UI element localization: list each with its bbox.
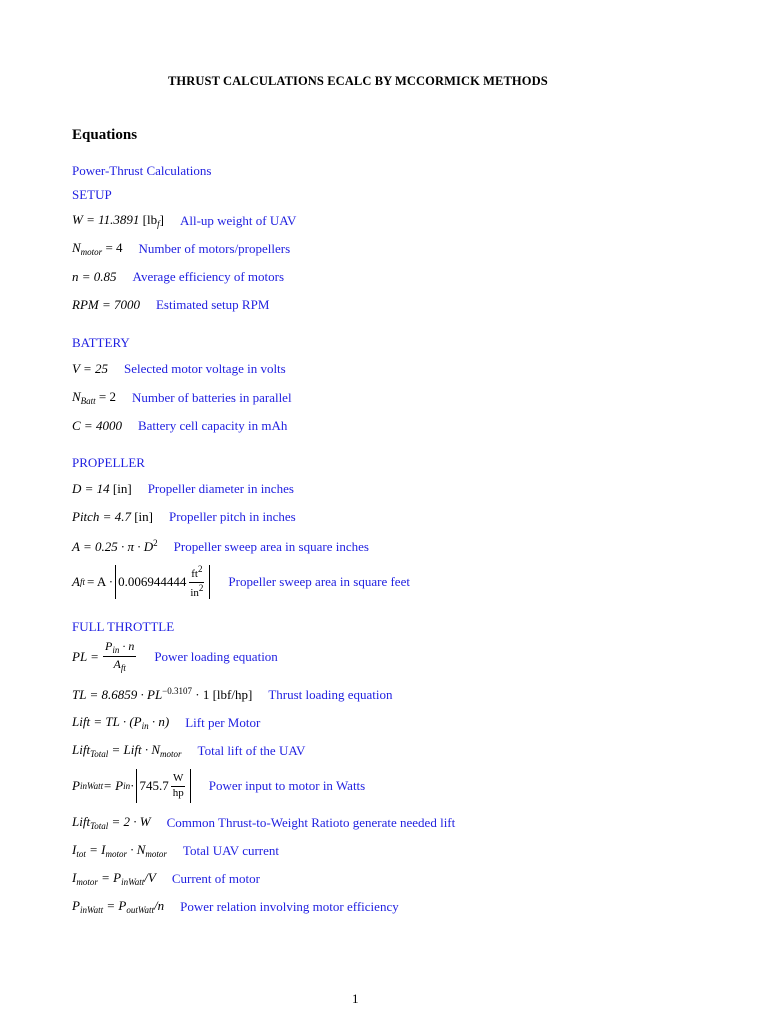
- desc-efficiency: Average efficiency of motors: [132, 269, 285, 284]
- battery-header: BATTERY: [72, 335, 130, 350]
- eq-power-loading-row: [72, 640, 278, 674]
- desc-power-loading: Power loading equation: [154, 648, 278, 664]
- eq-area-ft-row: [72, 565, 410, 599]
- eq-efficiency-row: [72, 269, 284, 285]
- desc-area-ft: Propeller sweep area in square feet: [228, 574, 410, 590]
- eq-pitch: Pitch = 4.7 [in]: [72, 509, 153, 524]
- eq-lift: Lift = TL · $(P_{in} \cdot n)$: [72, 714, 170, 731]
- full-throttle-header: FULL THROTTLE: [72, 619, 175, 634]
- eq-lift-total: Lift$_{Total}$ = Lift · $N_{motor}$: [72, 742, 182, 759]
- eq-itot: $I_{tot} = I_{motor} \cdot N_{motor}$: [72, 842, 167, 859]
- unit-fraction: $\frac{ft^2}{in^2}$: [190, 564, 204, 599]
- eq-area: $A = 0.25 \cdot \pi \cdot D^2$: [72, 538, 158, 554]
- eq-imotor: $I_{motor} = P_{inWatt}/V$: [72, 870, 156, 887]
- eq-nbatt-row: [72, 389, 292, 406]
- propeller-header: PROPELLER: [72, 455, 145, 470]
- eq-thrust-loading-row: [72, 686, 393, 703]
- desc-power-relation: Power relation involving motor efficiency: [180, 898, 399, 914]
- desc-lift-total2: Common Thrust-to-Weight Ratioto generate needed lift: [166, 814, 456, 830]
- desc-power-watt: Power input to motor in Watts: [208, 778, 366, 793]
- setup-header: SETUP: [72, 187, 112, 202]
- desc-weight: All-up weight of UAV: [179, 212, 297, 228]
- desc-area: Propeller sweep area in square inches: [173, 538, 369, 554]
- eq-nmotor: $N_{motor} = 4$: [72, 240, 123, 257]
- eq-weight: W = 11.3891 $[lb_f]$: [72, 212, 164, 229]
- eq-lift-row: [72, 714, 260, 731]
- eq-weight-row: [72, 212, 296, 229]
- unit-fraction-watt: $\frac{W}{hp}$: [172, 771, 184, 799]
- eq-nmotor-row: [72, 240, 290, 257]
- desc-capacity: Battery cell capacity in mAh: [137, 418, 288, 433]
- subsection-heading: Power-Thrust Calculations: [72, 163, 212, 178]
- eq-power-watt: P inWatt = P in · 745.7 $\frac{W}{hp}$: [72, 769, 193, 803]
- eq-voltage-row: [72, 361, 286, 377]
- desc-diameter: Propeller diameter in inches: [147, 481, 294, 496]
- eq-capacity: C = 4000: [72, 418, 122, 433]
- eq-area-row: [72, 538, 369, 555]
- desc-lift: Lift per Motor: [185, 714, 261, 730]
- eq-lift-total2-row: [72, 814, 455, 831]
- desc-nbatt: Number of batteries in parallel: [132, 389, 292, 405]
- desc-voltage: Selected motor voltage in volts: [123, 361, 286, 376]
- desc-lift-total: Total lift of the UAV: [197, 742, 306, 758]
- eq-imotor-row: [72, 870, 260, 887]
- eq-diameter: D = 14 [in]: [72, 481, 132, 496]
- eq-thrust-loading: TL = $8.6859 \cdot PL^{-0.3107} \cdot 1$ [lbf/hp]: [72, 686, 253, 702]
- desc-nmotor: Number of motors/propellers: [138, 240, 291, 256]
- section-heading: Equations: [72, 127, 138, 143]
- eq-efficiency: n = 0.85: [72, 269, 117, 284]
- eq-lift-total2: Lift$_{Total}$ = 2 · W: [72, 814, 151, 831]
- eq-area-ft: A ft = A · 0.006944444 $\frac{ft^2}{in^2}$: [72, 565, 212, 599]
- eq-nbatt: $N_{Batt} = 2$: [72, 389, 117, 406]
- eq-rpm-row: [72, 297, 269, 313]
- desc-itot: Total UAV current: [182, 842, 280, 858]
- eq-rpm: RPM = 7000: [72, 297, 140, 312]
- desc-rpm: Estimated setup RPM: [155, 297, 270, 312]
- document-title: THRUST CALCULATIONS ECALC BY MCCORMICK METHODS: [168, 74, 548, 88]
- eq-power-relation: $P_{inWatt} = P_{outWatt}/n$: [72, 898, 165, 915]
- page-number: 1: [352, 991, 359, 1006]
- desc-pitch: Propeller pitch in inches: [169, 509, 296, 524]
- eq-diameter-row: [72, 481, 294, 497]
- eq-power-relation-row: [72, 898, 399, 915]
- eq-itot-row: [72, 842, 279, 859]
- eq-power-loading: PL = $\frac{P_{in} \cdot n}{A_{ft}}$: [72, 639, 135, 674]
- desc-imotor: Current of motor: [171, 870, 260, 886]
- eq-voltage: V = 25: [72, 361, 108, 376]
- eq-power-watt-row: [72, 769, 365, 803]
- eq-capacity-row: [72, 418, 287, 434]
- eq-lift-total-row: [72, 742, 305, 759]
- eq-pitch-row: [72, 509, 296, 525]
- desc-thrust-loading: Thrust loading equation: [268, 686, 393, 702]
